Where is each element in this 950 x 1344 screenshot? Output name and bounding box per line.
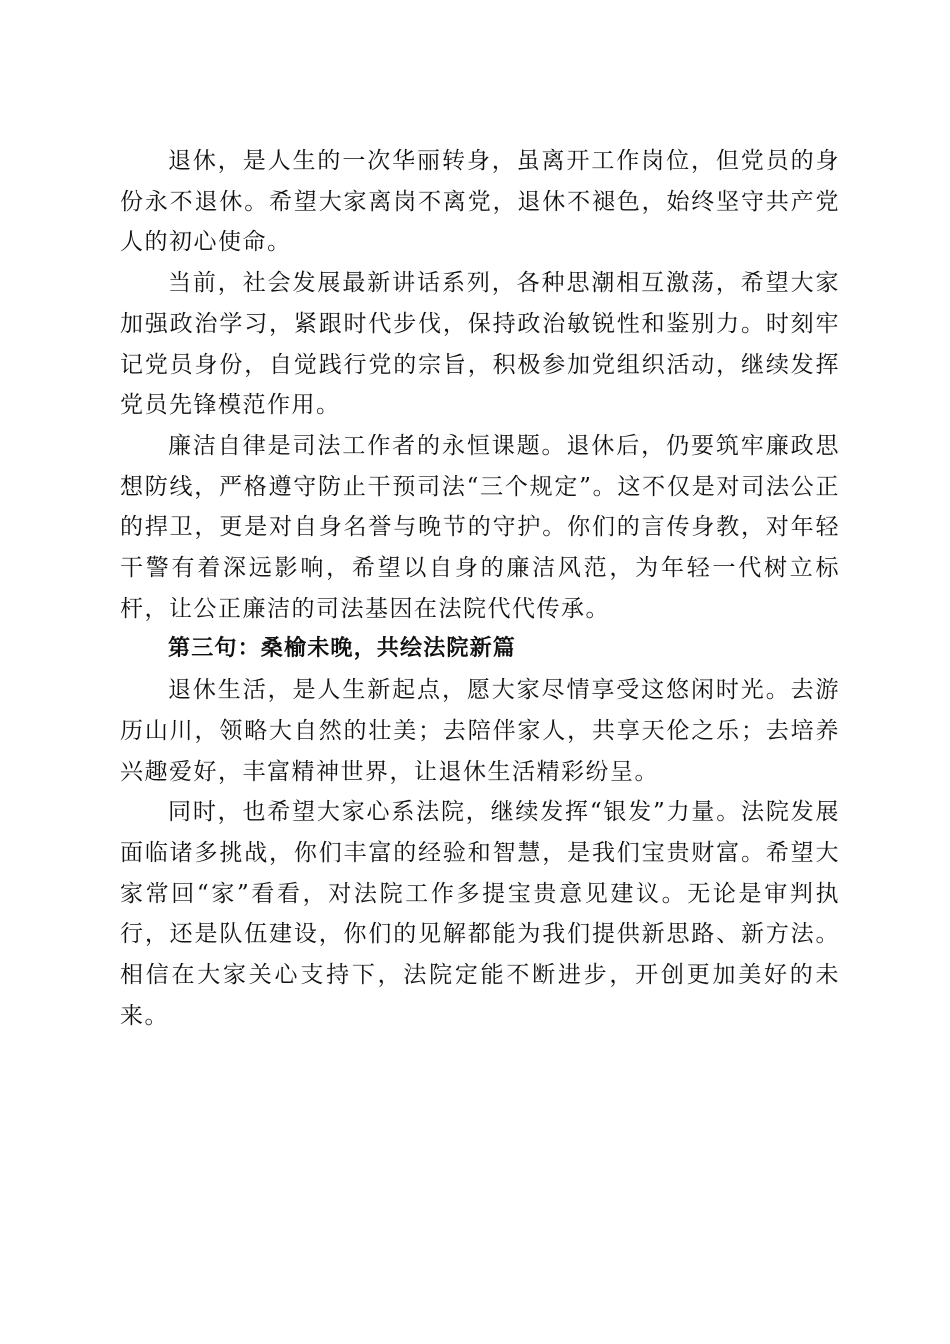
paragraph-integrity: 廉洁自律是司法工作者的永恒课题。退休后，仍要筑牢廉政思想防线，严格遵守防止干预司法“三个规定”。这不仅是对司法公正的捍卫，更是对自身名誉与晚节的守护。你们的言传身教，对年轻干警有着深远影响，希望以自身的廉洁风范，为年轻一代树立标杆，让公正廉洁的司法基因在法院代代传承。 — [120, 432, 840, 622]
paragraph-retirement-life: 退休生活，是人生新起点，愿大家尽情享受这悠闲时光。去游历山川，领略大自然的壮美；去陪伴家人，共享天伦之乐；去培养兴趣爱好，丰富精神世界，让退休生活精彩纷呈。 — [120, 677, 840, 785]
paragraph-court-support: 同时，也希望大家心系法院，继续发挥“银发”力量。法院发展面临诸多挑战，你们丰富的经验和智慧，是我们宝贵财富。希望大家常回“家”看看，对法院工作多提宝贵意见建议。无论是审判执行，还是队伍建设，你们的见解都能为我们提供新思路、新方法。相信在大家关心支持下，法院定能不断进步，开创更加美好的未来。 — [120, 799, 840, 1029]
section-heading: 第三句：桑榆未晚，共绘法院新篇 — [168, 636, 517, 662]
paragraph-retirement-transition: 退休，是人生的一次华丽转身，虽离开工作岗位，但党员的身份永不退休。希望大家离岗不离党，退休不褪色，始终坚守共产党人的初心使命。 — [120, 148, 840, 256]
document-page — [120, 141, 840, 1036]
paragraph-political-study: 当前，社会发展最新讲话系列，各种思潮相互激荡，希望大家加强政治学习，紧跟时代步伐，保持政治敏锐性和鉴别力。时刻牢记党员身份，自觉践行党的宗旨，积极参加党组织活动，继续发挥党员先锋模范作用。 — [120, 270, 840, 419]
